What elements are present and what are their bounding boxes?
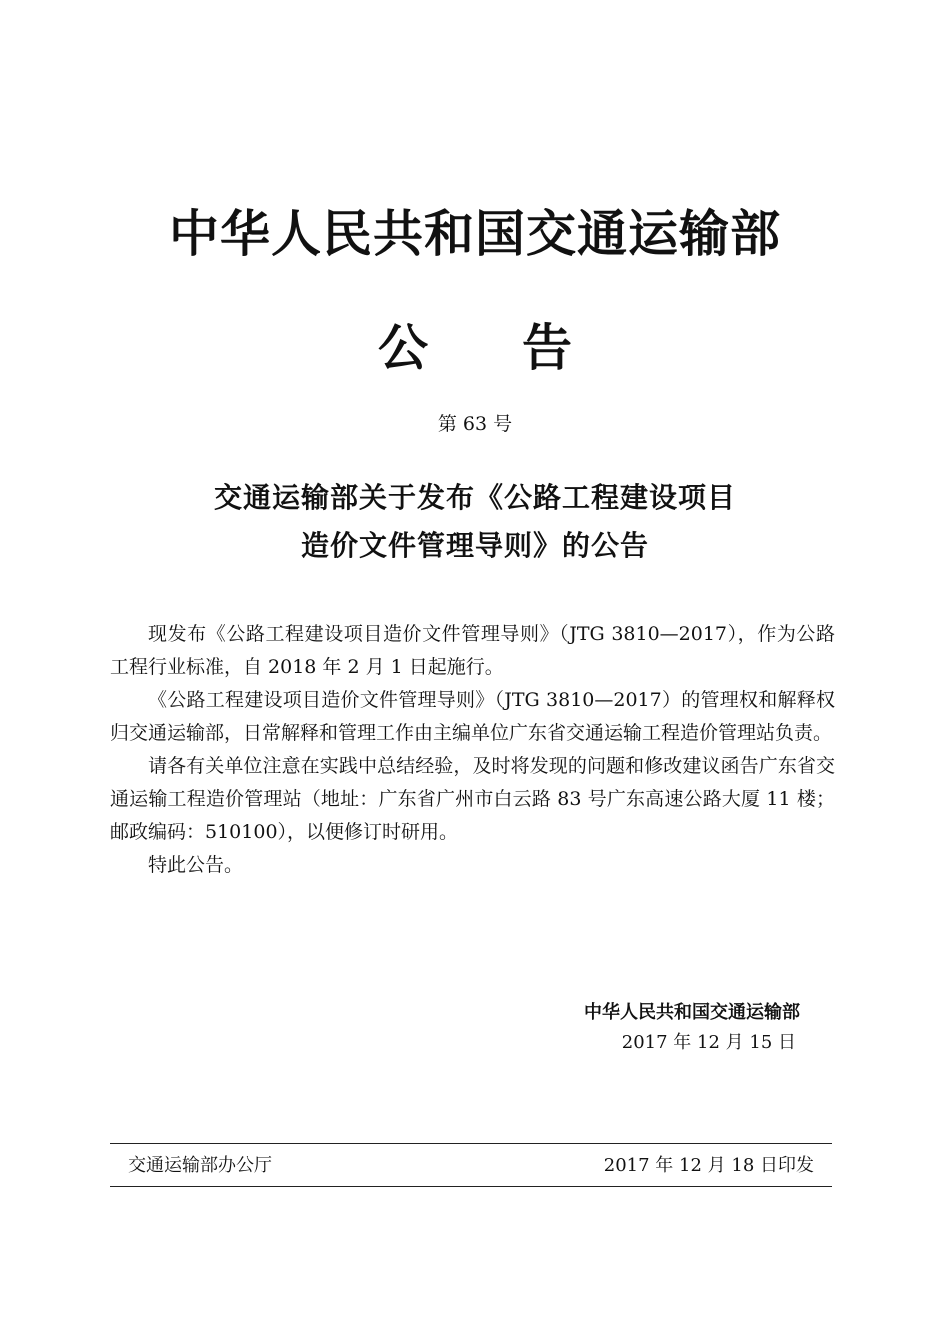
signature-issuer: 中华人民共和国交通运输部 bbox=[584, 1002, 800, 1023]
document-type-heading bbox=[0, 314, 950, 382]
body-paragraph-2: 《公路工程建设项目造价文件管理导则》（JTG 3810—2017）的管理权和解释权归交通运输部，日常解释和管理工作由主编单位广东省交通运输工程造价管理站负责。 bbox=[110, 689, 835, 744]
announcement-body bbox=[110, 618, 835, 882]
body-paragraph-3: 请各有关单位注意在实践中总结经验，及时将发现的问题和修改建议函告广东省交通运输工程造价管理站（地址：广东省广州市白云路 83 号广东高速公路大厦 11 楼；邮政编码：510100），以便修订时研用。 bbox=[110, 755, 835, 843]
signature-date: 2017 年 12 月 15 日 bbox=[621, 1032, 796, 1053]
footer-bottom-rule bbox=[110, 1186, 832, 1187]
footer-issuing-office: 交通运输部办公厅 bbox=[128, 1155, 272, 1176]
announcement-subject bbox=[0, 474, 950, 570]
subject-line-2: 造价文件管理导则》的公告 bbox=[300, 529, 649, 562]
issuing-authority-title: 中华人民共和国交通运输部 bbox=[169, 205, 781, 263]
body-paragraph-4: 特此公告。 bbox=[148, 854, 244, 876]
footer-top-rule bbox=[110, 1143, 832, 1144]
document-number: 第 63 号 bbox=[437, 413, 513, 435]
footer-print-date: 2017 年 12 月 18 日印发 bbox=[603, 1155, 814, 1176]
body-paragraph-1: 现发布《公路工程建设项目造价文件管理导则》（JTG 3810—2017），作为公路工程行业标准，自 2018 年 2 月 1 日起施行。 bbox=[110, 623, 835, 678]
document-type-char-1: 公 bbox=[378, 319, 428, 377]
subject-line-1: 交通运输部关于发布《公路工程建设项目 bbox=[213, 481, 736, 514]
document-type-char-2: 告 bbox=[522, 319, 572, 377]
